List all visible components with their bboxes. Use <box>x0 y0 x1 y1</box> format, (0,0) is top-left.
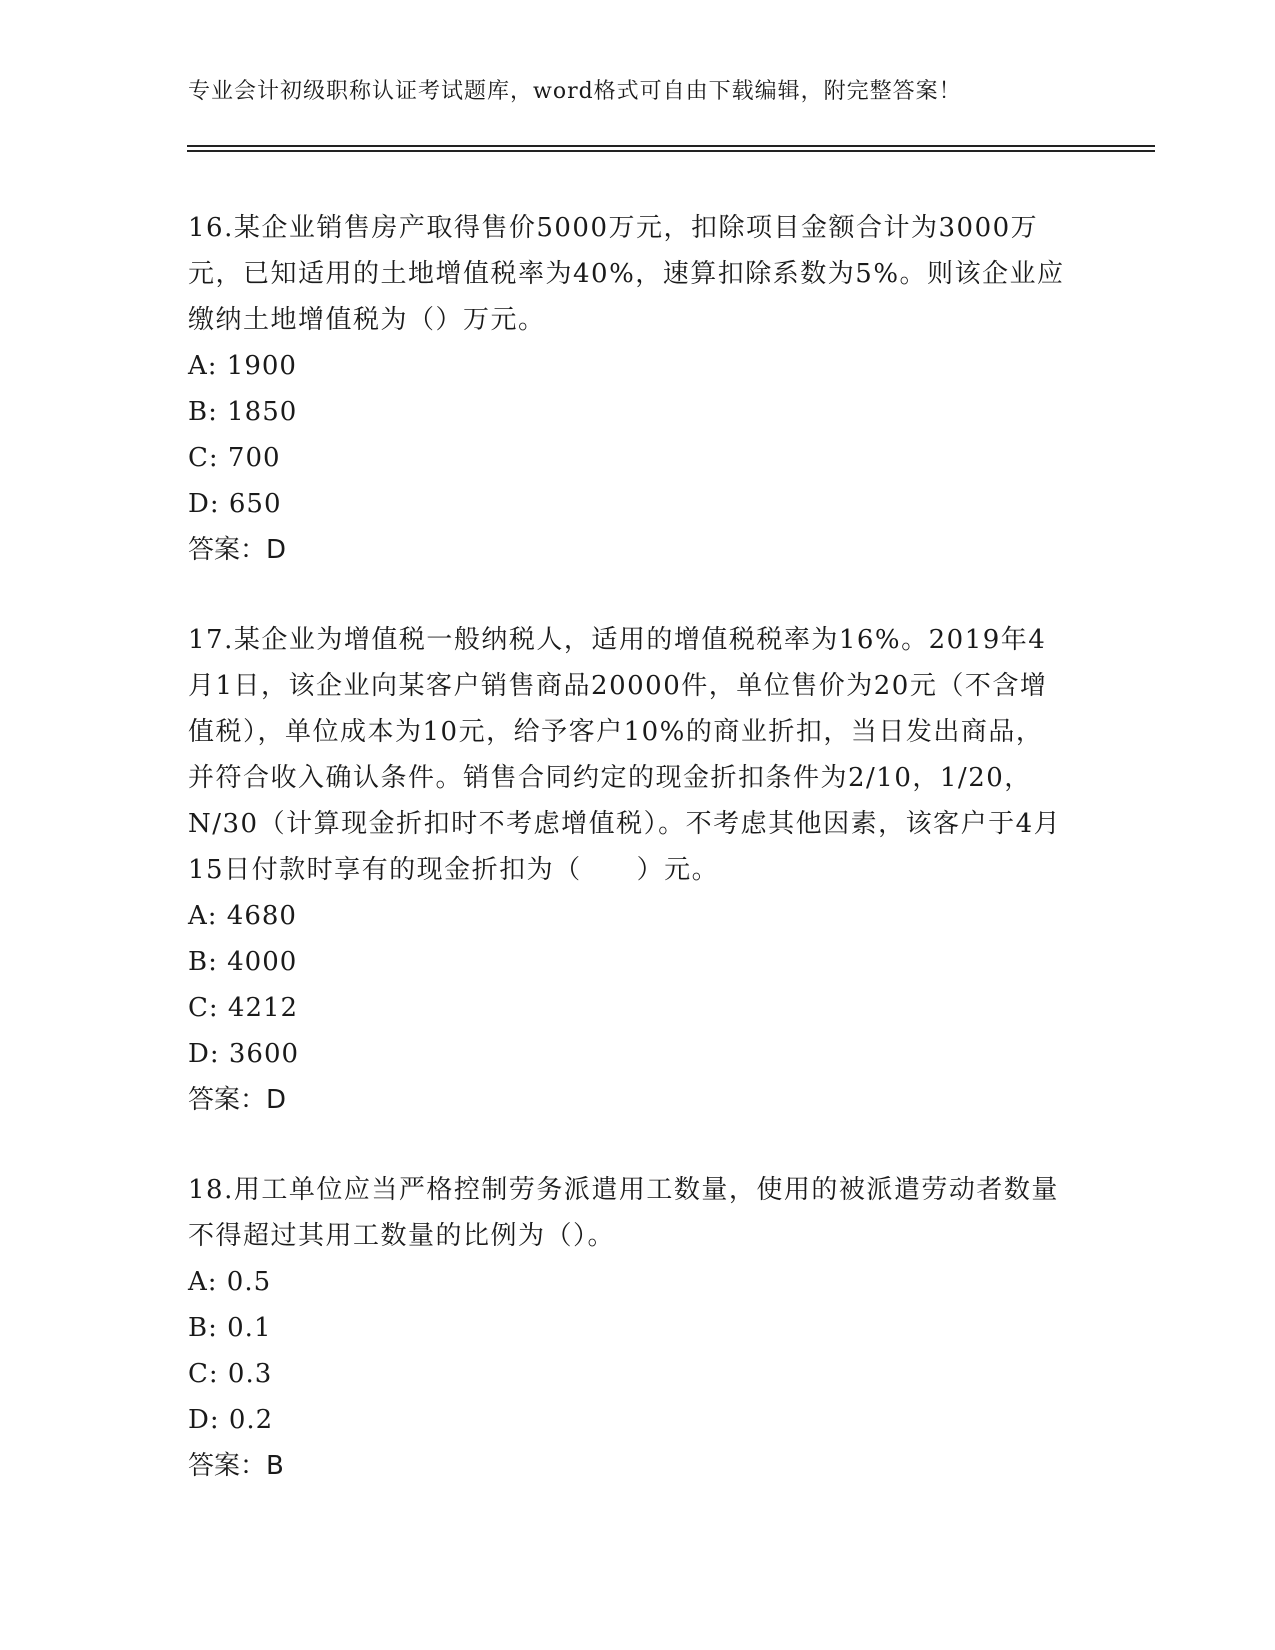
answer: 答案：D <box>188 1085 287 1115</box>
option-d: D: 3600 <box>188 1039 300 1069</box>
question-text: 18.用工单位应当严格控制劳务派遣用工数量，使用的被派遣劳动者数量不得超过其用工数量的比例为（）。 <box>188 1175 1059 1251</box>
option-d: D: 650 <box>188 489 282 519</box>
header-divider <box>187 145 1155 152</box>
option-b: B: 1850 <box>188 397 298 427</box>
option-d: D: 0.2 <box>188 1405 274 1435</box>
option-a: A: 0.5 <box>188 1267 272 1297</box>
option-b: B: 4000 <box>188 947 298 977</box>
answer: 答案：B <box>188 1451 284 1481</box>
question-17 <box>188 617 1068 1123</box>
option-c: C: 0.3 <box>188 1359 273 1389</box>
option-a: A: 4680 <box>188 901 297 931</box>
question-16 <box>188 205 1068 573</box>
question-text: 16.某企业销售房产取得售价5000万元，扣除项目金额合计为3000万元，已知适用的土地增值税率为40%，速算扣除系数为5%。则该企业应缴纳土地增值税为（）万元。 <box>188 213 1065 335</box>
option-b: B: 0.1 <box>188 1313 272 1343</box>
answer: 答案：D <box>188 535 287 565</box>
page-header: 专业会计初级职称认证考试题库，word格式可自由下载编辑，附完整答案！ <box>188 79 962 104</box>
question-18 <box>188 1167 1068 1489</box>
option-c: C: 700 <box>188 443 281 473</box>
option-a: A: 1900 <box>188 351 297 381</box>
question-text: 17.某企业为增值税一般纳税人，适用的增值税税率为16%。2019年4月1日，该企业向某客户销售商品20000件，单位售价为20元（不含增值税），单位成本为10元，给予客户10%的商业折扣，当日发出商品，并符合收入确认条件。销售合同约定的现金折扣条件为2/10，1/20，N/30（计算现金折扣时不考虑增值税）。不考虑其他因素，该客户于4月15日付款时享有的现金折扣为（ ）元。 <box>188 625 1062 885</box>
question-list <box>188 205 1068 1489</box>
option-c: C: 4212 <box>188 993 299 1023</box>
